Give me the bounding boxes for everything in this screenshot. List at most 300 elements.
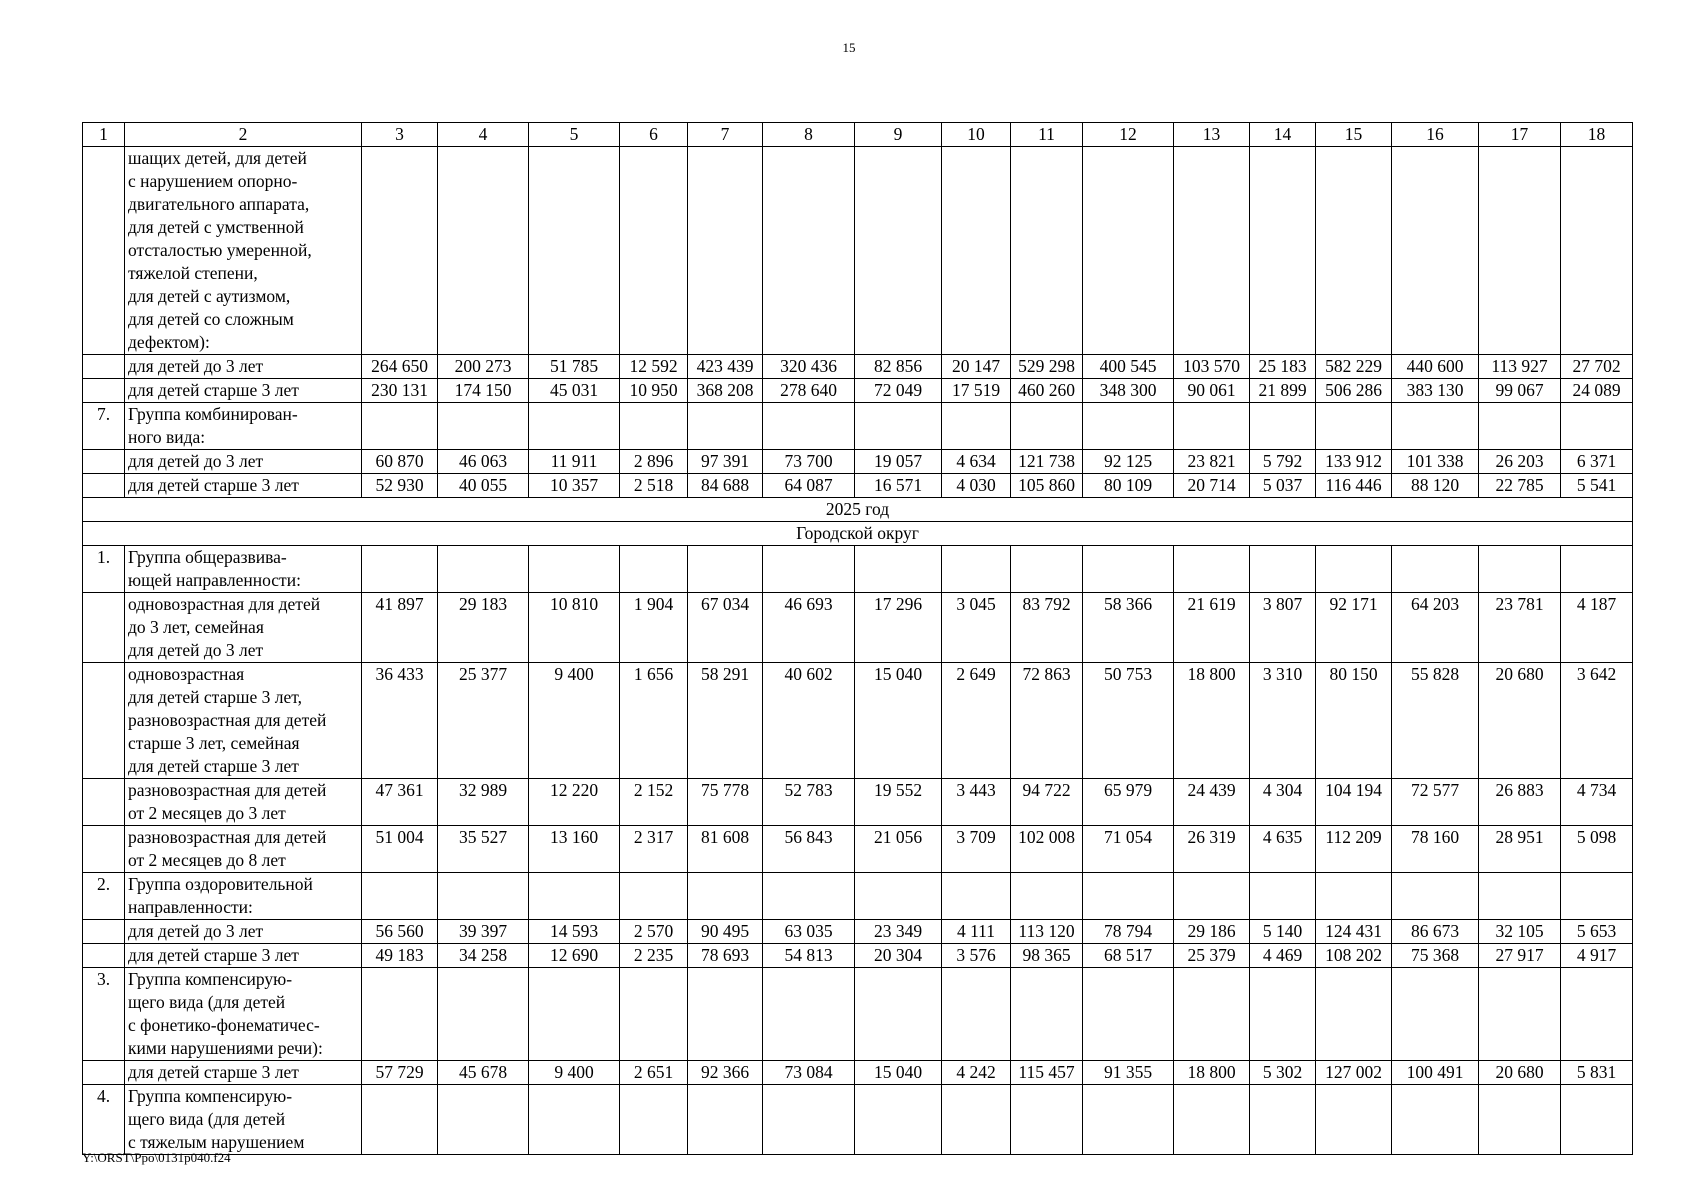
value-cell: 115 457 bbox=[1011, 1061, 1083, 1085]
row-number bbox=[83, 779, 125, 826]
row-label-line: для детей до 3 лет bbox=[128, 356, 264, 376]
empty-cell bbox=[942, 546, 1011, 593]
value-cell: 64 087 bbox=[763, 474, 855, 498]
empty-cell bbox=[1479, 403, 1561, 450]
column-number: 2 bbox=[125, 123, 362, 147]
value-cell: 2 896 bbox=[620, 450, 688, 474]
empty-cell bbox=[1083, 403, 1174, 450]
empty-cell bbox=[1174, 873, 1250, 920]
row-label-line: Группа общеразвива- bbox=[128, 547, 287, 567]
value-cell: 103 570 bbox=[1174, 355, 1250, 379]
empty-cell bbox=[1250, 873, 1316, 920]
value-cell: 4 030 bbox=[942, 474, 1011, 498]
table-row bbox=[83, 826, 1633, 873]
value-cell: 3 807 bbox=[1250, 593, 1316, 663]
column-number: 17 bbox=[1479, 123, 1561, 147]
value-cell: 45 678 bbox=[438, 1061, 529, 1085]
row-label-line: для детей старше 3 лет bbox=[128, 945, 299, 965]
empty-cell bbox=[1561, 147, 1633, 355]
value-cell: 10 950 bbox=[620, 379, 688, 403]
empty-cell bbox=[1561, 1085, 1633, 1155]
row-label-line: для детей до 3 лет bbox=[128, 451, 264, 471]
empty-cell bbox=[763, 873, 855, 920]
empty-cell bbox=[362, 546, 438, 593]
row-label-line: кими нарушениями речи): bbox=[128, 1038, 323, 1058]
empty-cell bbox=[362, 968, 438, 1061]
value-cell: 27 702 bbox=[1561, 355, 1633, 379]
value-cell: 84 688 bbox=[688, 474, 763, 498]
value-cell: 1 656 bbox=[620, 663, 688, 779]
row-label-line: для детей с умственной bbox=[128, 217, 304, 237]
row-label-line: отсталостью умеренной, bbox=[128, 240, 312, 260]
empty-cell bbox=[529, 1085, 620, 1155]
value-cell: 35 527 bbox=[438, 826, 529, 873]
value-cell: 40 602 bbox=[763, 663, 855, 779]
value-cell: 36 433 bbox=[362, 663, 438, 779]
row-label-line: для детей с аутизмом, bbox=[128, 286, 291, 306]
empty-cell bbox=[688, 968, 763, 1061]
empty-cell bbox=[1083, 1085, 1174, 1155]
value-cell: 92 171 bbox=[1316, 593, 1392, 663]
value-cell: 21 899 bbox=[1250, 379, 1316, 403]
row-label bbox=[125, 873, 362, 920]
value-cell: 94 722 bbox=[1011, 779, 1083, 826]
value-cell: 121 738 bbox=[1011, 450, 1083, 474]
table-row bbox=[83, 1061, 1633, 1085]
empty-cell bbox=[620, 968, 688, 1061]
column-number: 13 bbox=[1174, 123, 1250, 147]
empty-cell bbox=[1011, 546, 1083, 593]
empty-cell bbox=[438, 403, 529, 450]
empty-cell bbox=[1479, 873, 1561, 920]
value-cell: 72 049 bbox=[855, 379, 942, 403]
section-row bbox=[83, 522, 1633, 546]
value-cell: 10 357 bbox=[529, 474, 620, 498]
value-cell: 4 917 bbox=[1561, 944, 1633, 968]
empty-cell bbox=[855, 1085, 942, 1155]
value-cell: 88 120 bbox=[1392, 474, 1479, 498]
row-number bbox=[83, 147, 125, 355]
value-cell: 51 004 bbox=[362, 826, 438, 873]
value-cell: 20 304 bbox=[855, 944, 942, 968]
empty-cell bbox=[362, 873, 438, 920]
empty-cell bbox=[942, 873, 1011, 920]
value-cell: 3 443 bbox=[942, 779, 1011, 826]
empty-cell bbox=[1392, 968, 1479, 1061]
value-cell: 2 317 bbox=[620, 826, 688, 873]
row-label-line: для детей до 3 лет bbox=[128, 640, 264, 660]
value-cell: 460 260 bbox=[1011, 379, 1083, 403]
value-cell: 174 150 bbox=[438, 379, 529, 403]
value-cell: 21 056 bbox=[855, 826, 942, 873]
value-cell: 49 183 bbox=[362, 944, 438, 968]
value-cell: 25 377 bbox=[438, 663, 529, 779]
empty-cell bbox=[529, 968, 620, 1061]
empty-cell bbox=[1011, 873, 1083, 920]
value-cell: 100 491 bbox=[1392, 1061, 1479, 1085]
value-cell: 108 202 bbox=[1316, 944, 1392, 968]
value-cell: 12 220 bbox=[529, 779, 620, 826]
row-number: 1. bbox=[83, 546, 125, 593]
empty-cell bbox=[1011, 968, 1083, 1061]
empty-cell bbox=[1250, 1085, 1316, 1155]
value-cell: 3 642 bbox=[1561, 663, 1633, 779]
column-number: 10 bbox=[942, 123, 1011, 147]
empty-cell bbox=[1479, 1085, 1561, 1155]
empty-cell bbox=[855, 403, 942, 450]
value-cell: 4 469 bbox=[1250, 944, 1316, 968]
empty-cell bbox=[1250, 403, 1316, 450]
empty-cell bbox=[1011, 1085, 1083, 1155]
value-cell: 39 397 bbox=[438, 920, 529, 944]
column-number: 11 bbox=[1011, 123, 1083, 147]
row-label-line: Группа комбинирован- bbox=[128, 404, 298, 424]
value-cell: 5 140 bbox=[1250, 920, 1316, 944]
empty-cell bbox=[362, 1085, 438, 1155]
table-body bbox=[83, 123, 1633, 1155]
value-cell: 73 700 bbox=[763, 450, 855, 474]
row-number bbox=[83, 920, 125, 944]
empty-cell bbox=[855, 968, 942, 1061]
value-cell: 46 063 bbox=[438, 450, 529, 474]
empty-cell bbox=[1011, 147, 1083, 355]
value-cell: 73 084 bbox=[763, 1061, 855, 1085]
empty-cell bbox=[1174, 1085, 1250, 1155]
value-cell: 5 541 bbox=[1561, 474, 1633, 498]
column-number: 18 bbox=[1561, 123, 1633, 147]
empty-cell bbox=[1479, 546, 1561, 593]
value-cell: 2 570 bbox=[620, 920, 688, 944]
value-cell: 68 517 bbox=[1083, 944, 1174, 968]
empty-cell bbox=[362, 403, 438, 450]
value-cell: 2 518 bbox=[620, 474, 688, 498]
value-cell: 2 649 bbox=[942, 663, 1011, 779]
value-cell: 200 273 bbox=[438, 355, 529, 379]
empty-cell bbox=[1250, 147, 1316, 355]
value-cell: 113 120 bbox=[1011, 920, 1083, 944]
value-cell: 13 160 bbox=[529, 826, 620, 873]
value-cell: 368 208 bbox=[688, 379, 763, 403]
value-cell: 400 545 bbox=[1083, 355, 1174, 379]
group-heading-row bbox=[83, 1085, 1633, 1155]
value-cell: 26 319 bbox=[1174, 826, 1250, 873]
empty-cell bbox=[1561, 403, 1633, 450]
empty-cell bbox=[1083, 968, 1174, 1061]
row-label bbox=[125, 944, 362, 968]
row-label-line: одновозрастная bbox=[128, 664, 245, 684]
row-number bbox=[83, 355, 125, 379]
row-label bbox=[125, 920, 362, 944]
value-cell: 19 057 bbox=[855, 450, 942, 474]
value-cell: 60 870 bbox=[362, 450, 438, 474]
empty-cell bbox=[942, 1085, 1011, 1155]
value-cell: 54 813 bbox=[763, 944, 855, 968]
row-label-line: с тяжелым нарушением bbox=[128, 1132, 305, 1152]
empty-cell bbox=[438, 968, 529, 1061]
row-number: 4. bbox=[83, 1085, 125, 1155]
row-label-line: Группа оздоровительной bbox=[128, 874, 313, 894]
value-cell: 2 651 bbox=[620, 1061, 688, 1085]
value-cell: 75 368 bbox=[1392, 944, 1479, 968]
value-cell: 15 040 bbox=[855, 1061, 942, 1085]
value-cell: 56 560 bbox=[362, 920, 438, 944]
value-cell: 25 379 bbox=[1174, 944, 1250, 968]
value-cell: 26 203 bbox=[1479, 450, 1561, 474]
value-cell: 91 355 bbox=[1083, 1061, 1174, 1085]
value-cell: 4 111 bbox=[942, 920, 1011, 944]
empty-cell bbox=[438, 147, 529, 355]
empty-cell bbox=[1561, 968, 1633, 1061]
empty-cell bbox=[855, 147, 942, 355]
value-cell: 47 361 bbox=[362, 779, 438, 826]
value-cell: 506 286 bbox=[1316, 379, 1392, 403]
row-label-line: старше 3 лет, семейная bbox=[128, 733, 300, 753]
empty-cell bbox=[1316, 403, 1392, 450]
column-number: 9 bbox=[855, 123, 942, 147]
column-number: 16 bbox=[1392, 123, 1479, 147]
row-label-line: щего вида (для детей bbox=[128, 992, 286, 1012]
value-cell: 104 194 bbox=[1316, 779, 1392, 826]
value-cell: 3 576 bbox=[942, 944, 1011, 968]
empty-cell bbox=[688, 1085, 763, 1155]
page-number: 15 bbox=[842, 40, 856, 55]
row-label-line: ющей направленности: bbox=[128, 570, 301, 590]
row-label bbox=[125, 474, 362, 498]
row-number: 3. bbox=[83, 968, 125, 1061]
row-label bbox=[125, 403, 362, 450]
value-cell: 2 235 bbox=[620, 944, 688, 968]
value-cell: 18 800 bbox=[1174, 663, 1250, 779]
row-label bbox=[125, 546, 362, 593]
value-cell: 20 714 bbox=[1174, 474, 1250, 498]
value-cell: 55 828 bbox=[1392, 663, 1479, 779]
value-cell: 6 371 bbox=[1561, 450, 1633, 474]
value-cell: 57 729 bbox=[362, 1061, 438, 1085]
row-label-line: разновозрастная для детей bbox=[128, 710, 327, 730]
empty-cell bbox=[942, 147, 1011, 355]
value-cell: 41 897 bbox=[362, 593, 438, 663]
value-cell: 58 366 bbox=[1083, 593, 1174, 663]
empty-cell bbox=[1316, 873, 1392, 920]
value-cell: 264 650 bbox=[362, 355, 438, 379]
empty-cell bbox=[855, 873, 942, 920]
value-cell: 21 619 bbox=[1174, 593, 1250, 663]
row-label-line: направленности: bbox=[128, 897, 253, 917]
value-cell: 4 304 bbox=[1250, 779, 1316, 826]
empty-cell bbox=[763, 403, 855, 450]
column-number: 7 bbox=[688, 123, 763, 147]
row-label-line: для детей старше 3 лет bbox=[128, 1062, 299, 1082]
value-cell: 113 927 bbox=[1479, 355, 1561, 379]
empty-cell bbox=[620, 873, 688, 920]
value-cell: 83 792 bbox=[1011, 593, 1083, 663]
row-label-line: до 3 лет, семейная bbox=[128, 617, 264, 637]
row-label-line: для детей до 3 лет bbox=[128, 921, 264, 941]
value-cell: 58 291 bbox=[688, 663, 763, 779]
empty-cell bbox=[1392, 546, 1479, 593]
row-label-line: щего вида (для детей bbox=[128, 1109, 286, 1129]
value-cell: 9 400 bbox=[529, 663, 620, 779]
value-cell: 20 147 bbox=[942, 355, 1011, 379]
group-heading-row bbox=[83, 873, 1633, 920]
empty-cell bbox=[1479, 968, 1561, 1061]
empty-cell bbox=[1250, 546, 1316, 593]
empty-cell bbox=[688, 403, 763, 450]
empty-cell bbox=[620, 403, 688, 450]
empty-cell bbox=[1479, 147, 1561, 355]
value-cell: 23 821 bbox=[1174, 450, 1250, 474]
table-row bbox=[83, 663, 1633, 779]
value-cell: 5 037 bbox=[1250, 474, 1316, 498]
value-cell: 50 753 bbox=[1083, 663, 1174, 779]
value-cell: 16 571 bbox=[855, 474, 942, 498]
column-number: 14 bbox=[1250, 123, 1316, 147]
column-number: 5 bbox=[529, 123, 620, 147]
value-cell: 24 089 bbox=[1561, 379, 1633, 403]
value-cell: 29 186 bbox=[1174, 920, 1250, 944]
row-number bbox=[83, 944, 125, 968]
group-heading-row bbox=[83, 546, 1633, 593]
value-cell: 14 593 bbox=[529, 920, 620, 944]
empty-cell bbox=[438, 1085, 529, 1155]
empty-cell bbox=[688, 546, 763, 593]
value-cell: 529 298 bbox=[1011, 355, 1083, 379]
value-cell: 80 109 bbox=[1083, 474, 1174, 498]
value-cell: 278 640 bbox=[763, 379, 855, 403]
value-cell: 5 831 bbox=[1561, 1061, 1633, 1085]
value-cell: 32 105 bbox=[1479, 920, 1561, 944]
empty-cell bbox=[1392, 1085, 1479, 1155]
value-cell: 4 242 bbox=[942, 1061, 1011, 1085]
value-cell: 71 054 bbox=[1083, 826, 1174, 873]
value-cell: 10 810 bbox=[529, 593, 620, 663]
row-label-line: для детей со сложным bbox=[128, 309, 294, 329]
value-cell: 17 519 bbox=[942, 379, 1011, 403]
empty-cell bbox=[529, 403, 620, 450]
row-label bbox=[125, 968, 362, 1061]
value-cell: 4 635 bbox=[1250, 826, 1316, 873]
value-cell: 19 552 bbox=[855, 779, 942, 826]
row-label-line: дефектом): bbox=[128, 332, 210, 352]
row-label bbox=[125, 663, 362, 779]
empty-cell bbox=[1174, 968, 1250, 1061]
row-label-line: с нарушением опорно- bbox=[128, 171, 298, 191]
value-cell: 348 300 bbox=[1083, 379, 1174, 403]
row-label-line: для детей старше 3 лет bbox=[128, 475, 299, 495]
row-number: 7. bbox=[83, 403, 125, 450]
value-cell: 52 783 bbox=[763, 779, 855, 826]
tariff-table bbox=[82, 122, 1633, 1155]
value-cell: 78 693 bbox=[688, 944, 763, 968]
value-cell: 78 160 bbox=[1392, 826, 1479, 873]
value-cell: 90 495 bbox=[688, 920, 763, 944]
section-title: 2025 год bbox=[83, 498, 1633, 522]
value-cell: 440 600 bbox=[1392, 355, 1479, 379]
row-label bbox=[125, 593, 362, 663]
value-cell: 92 125 bbox=[1083, 450, 1174, 474]
value-cell: 72 863 bbox=[1011, 663, 1083, 779]
row-label-line: для детей старше 3 лет bbox=[128, 380, 299, 400]
value-cell: 5 098 bbox=[1561, 826, 1633, 873]
value-cell: 5 302 bbox=[1250, 1061, 1316, 1085]
value-cell: 80 150 bbox=[1316, 663, 1392, 779]
value-cell: 18 800 bbox=[1174, 1061, 1250, 1085]
row-label bbox=[125, 147, 362, 355]
value-cell: 116 446 bbox=[1316, 474, 1392, 498]
row-label-line: тяжелой степени, bbox=[128, 263, 258, 283]
table-row bbox=[83, 944, 1633, 968]
value-cell: 52 930 bbox=[362, 474, 438, 498]
row-label-line: шащих детей, для детей bbox=[128, 148, 307, 168]
value-cell: 46 693 bbox=[763, 593, 855, 663]
value-cell: 99 067 bbox=[1479, 379, 1561, 403]
table-row bbox=[83, 593, 1633, 663]
empty-cell bbox=[1392, 873, 1479, 920]
value-cell: 90 061 bbox=[1174, 379, 1250, 403]
row-label bbox=[125, 1085, 362, 1155]
row-label bbox=[125, 826, 362, 873]
value-cell: 2 152 bbox=[620, 779, 688, 826]
value-cell: 4 634 bbox=[942, 450, 1011, 474]
empty-cell bbox=[438, 546, 529, 593]
value-cell: 63 035 bbox=[763, 920, 855, 944]
group-heading-row bbox=[83, 968, 1633, 1061]
row-number bbox=[83, 474, 125, 498]
footer-file-path: Y:\ORST\Ppo\0131p040.f24 bbox=[82, 1150, 231, 1165]
value-cell: 67 034 bbox=[688, 593, 763, 663]
row-number bbox=[83, 1061, 125, 1085]
value-cell: 92 366 bbox=[688, 1061, 763, 1085]
value-cell: 82 856 bbox=[855, 355, 942, 379]
value-cell: 28 951 bbox=[1479, 826, 1561, 873]
value-cell: 27 917 bbox=[1479, 944, 1561, 968]
value-cell: 81 608 bbox=[688, 826, 763, 873]
empty-cell bbox=[942, 968, 1011, 1061]
value-cell: 32 989 bbox=[438, 779, 529, 826]
empty-cell bbox=[529, 873, 620, 920]
value-cell: 5 792 bbox=[1250, 450, 1316, 474]
row-label-line: от 2 месяцев до 8 лет bbox=[128, 850, 286, 870]
empty-cell bbox=[529, 147, 620, 355]
empty-cell bbox=[1316, 546, 1392, 593]
row-label-line: разновозрастная для детей bbox=[128, 780, 327, 800]
value-cell: 65 979 bbox=[1083, 779, 1174, 826]
value-cell: 34 258 bbox=[438, 944, 529, 968]
empty-cell bbox=[688, 873, 763, 920]
row-label bbox=[125, 450, 362, 474]
row-label-line: для детей старше 3 лет, bbox=[128, 687, 302, 707]
row-label-line: двигательного аппарата, bbox=[128, 194, 310, 214]
group-heading-row bbox=[83, 147, 1633, 355]
value-cell: 86 673 bbox=[1392, 920, 1479, 944]
row-label-line: от 2 месяцев до 3 лет bbox=[128, 803, 286, 823]
table-row bbox=[83, 920, 1633, 944]
empty-cell bbox=[763, 968, 855, 1061]
row-label-line: ного вида: bbox=[128, 427, 206, 447]
value-cell: 45 031 bbox=[529, 379, 620, 403]
empty-cell bbox=[1250, 968, 1316, 1061]
column-number: 3 bbox=[362, 123, 438, 147]
value-cell: 72 577 bbox=[1392, 779, 1479, 826]
value-cell: 75 778 bbox=[688, 779, 763, 826]
column-numbers-row bbox=[83, 123, 1633, 147]
empty-cell bbox=[1174, 147, 1250, 355]
row-number bbox=[83, 593, 125, 663]
row-label-line: разновозрастная для детей bbox=[128, 827, 327, 847]
value-cell: 11 911 bbox=[529, 450, 620, 474]
value-cell: 105 860 bbox=[1011, 474, 1083, 498]
value-cell: 12 592 bbox=[620, 355, 688, 379]
